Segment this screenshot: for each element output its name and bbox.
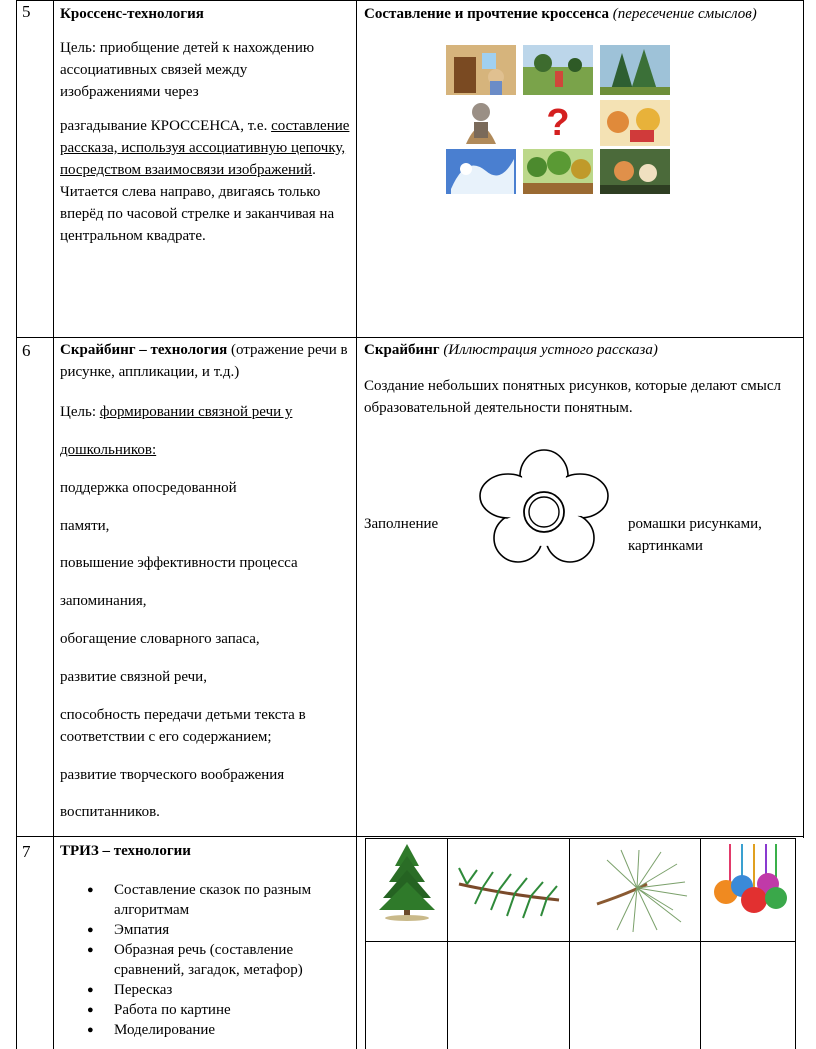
row-number-5: 5 bbox=[22, 2, 31, 21]
row6-item-4: запоминания, bbox=[60, 593, 147, 609]
row7-title: ТРИЗ – технологии bbox=[60, 843, 191, 859]
row6-right-title: Скрайбинг (Иллюстрация устного рассказа) bbox=[364, 342, 658, 358]
row6-item-5: обогащение словарного запаса, bbox=[60, 631, 260, 647]
triz-list bbox=[60, 880, 352, 1040]
crossens-picture-field bbox=[523, 45, 593, 95]
row6-fill-label-left: Заполнение bbox=[364, 516, 439, 532]
table-border-left bbox=[16, 0, 17, 1049]
row6-item-9: воспитанников. bbox=[60, 804, 160, 820]
row5-description: разгадывание КРОССЕНСА, т.е. составление рассказа, используя ассоциативную цепочку, посредством взаимосвязи изображений. Читается слева направо, двигаясь только вперёд по часовой стрелке и заканчивая на центральном квадрате. bbox=[60, 118, 350, 244]
christmas-balls-picture bbox=[708, 844, 790, 920]
crossens-picture-forest bbox=[600, 45, 670, 95]
list-item: ● Эмпатия bbox=[60, 920, 352, 940]
list-item: ● Моделирование bbox=[60, 1020, 352, 1040]
crossens-picture-cartoon bbox=[600, 149, 670, 194]
row6-right-description: Создание небольших понятных рисунков, которые делают смысл образовательной деятельности понятным. bbox=[364, 378, 781, 416]
list-item: ● Пересказ bbox=[60, 980, 352, 1000]
row6-right-cell bbox=[364, 339, 796, 419]
table-border-right bbox=[803, 0, 804, 838]
row5-title: Кроссенс-технология bbox=[60, 6, 204, 22]
row6-item-3: повышение эффективности процесса bbox=[60, 555, 298, 571]
row5-left-cell bbox=[60, 3, 350, 247]
crossens-center-question: ? bbox=[523, 100, 593, 146]
fir-tree-picture bbox=[373, 842, 441, 922]
row6-item-7: способность передачи детьми текста в соответствии с его содержанием; bbox=[60, 707, 306, 745]
table-border-top bbox=[16, 0, 804, 1]
row6-goal-continued: дошкольников: bbox=[60, 442, 157, 458]
row6-item-8: развитие творческого воображения bbox=[60, 767, 285, 783]
list-item: ● Работа по картине bbox=[60, 1000, 352, 1020]
row6-fill-label-right: ромашки рисунками, картинками bbox=[628, 516, 762, 554]
row-number-6: 6 bbox=[22, 341, 31, 360]
row5-right-cell bbox=[364, 3, 794, 25]
col-divider-2 bbox=[356, 0, 357, 1049]
crossens-picture-house bbox=[446, 45, 516, 95]
spruce-branch-picture bbox=[453, 854, 565, 926]
pine-branch-picture bbox=[577, 844, 693, 934]
triz-picture-table bbox=[365, 838, 796, 1049]
crossens-picture-winter bbox=[446, 149, 516, 194]
col-divider-1 bbox=[53, 0, 54, 1049]
chamomile-flower-outline bbox=[468, 446, 620, 570]
row6-item-6: развитие связной речи, bbox=[60, 669, 207, 685]
crossens-picture-animals bbox=[600, 100, 670, 146]
row6-title: Скрайбинг – технология (отражение речи в рисунке, аппликации, и т.д.) bbox=[60, 342, 348, 380]
row6-left-cell bbox=[60, 339, 352, 820]
crossens-picture-grandmother bbox=[446, 100, 516, 146]
row6-item-2: памяти, bbox=[60, 518, 110, 534]
row-number-7: 7 bbox=[22, 842, 31, 861]
row-divider-2 bbox=[16, 836, 804, 837]
row-divider-1 bbox=[16, 337, 804, 338]
row5-right-title: Составление и прочтение кроссенса bbox=[364, 6, 610, 22]
row5-goal: Цель: приобщение детей к нахождению ассоциативных связей между изображениями через bbox=[60, 40, 315, 100]
list-item: ● Образная речь (составление сравнений, загадок, метафор) bbox=[60, 940, 352, 980]
crossens-picture-garden bbox=[523, 149, 593, 194]
row7-left-cell bbox=[60, 840, 352, 1040]
crossens-grid bbox=[443, 42, 675, 196]
row6-item-1: поддержка опосредованной bbox=[60, 480, 237, 496]
row5-right-subtitle: (пересечение смыслов) bbox=[612, 6, 757, 22]
list-item: ● Составление сказок по разным алгоритмам bbox=[60, 880, 352, 920]
row6-goal: Цель: формировании связной речи у bbox=[60, 404, 293, 420]
